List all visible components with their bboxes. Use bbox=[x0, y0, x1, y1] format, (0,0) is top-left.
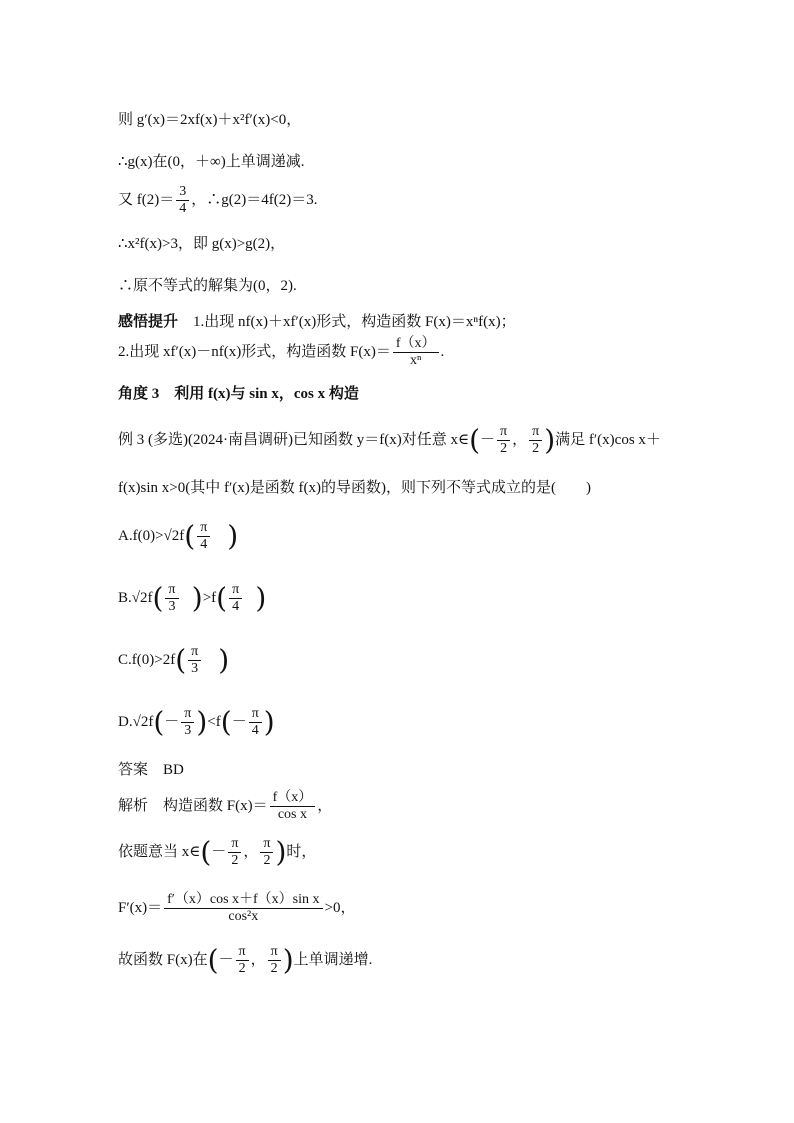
option-a: A.f(0)>√2f( $\frac{\pi}{4}$ ) bbox=[118, 519, 239, 553]
fraction: $\frac{f(x)}{\text{xⁿ}}$ bbox=[393, 336, 439, 369]
line-3: 又 f(2)＝ $\frac{3}{4}$ ，∴g(2)＝4f(2)＝3. bbox=[118, 184, 318, 216]
line-6: 感悟提升 1.出现 nf(x)＋xf′(x)形式，构造函数 F(x)＝xⁿf(x)； bbox=[118, 314, 516, 330]
option-c: C.f(0)>2f( $\frac{\pi}{3}$ ) bbox=[118, 643, 230, 677]
answer: 答案 BD bbox=[118, 762, 184, 778]
fraction: $\frac{3}{4}$ bbox=[176, 184, 189, 217]
solution-line-3: F′(x)＝ $\frac{\text{f′（x）cos x＋f（x）sin x}}{\text{cos²x}}$ >0， bbox=[118, 892, 356, 924]
example-line-1: 例 3 (多选)(2024·南昌调研)已知函数 y＝f(x)对任意 x∈(－ $\frac{\pi}{2}$ ， $\frac{\pi}{2}$ )满足 f′(x)cos x＋ bbox=[118, 423, 661, 457]
line-5: ∴原不等式的解集为(0，2). bbox=[118, 278, 297, 294]
solution-line-1: 解析 构造函数 F(x)＝ $\frac{f(x)}{\text{cos x}}$ ， bbox=[118, 790, 333, 822]
angle-heading: 角度 3 利用 f(x)与 sin x，cos x 构造 bbox=[118, 386, 359, 402]
solution-line-2: 依题意当 x∈(－ $\frac{\pi}{2}$ ， $\frac{\pi}{2}$ )时， bbox=[118, 835, 317, 869]
line-2: ∴g(x)在(0，＋∞)上单调递减. bbox=[118, 154, 305, 170]
option-b: B.√2f( $\frac{\pi}{3}$ )>f( $\frac{\pi}{4}$ ) bbox=[118, 581, 267, 615]
line-1: 则 g′(x)＝2xf(x)＋x²f′(x)<0， bbox=[118, 112, 302, 128]
line-4: ∴x²f(x)>3，即 g(x)>g(2)， bbox=[118, 236, 286, 252]
option-d: D.√2f(－ $\frac{\pi}{3}$ )<f(－ $\frac{\pi}{4}$ ) bbox=[118, 705, 275, 739]
line-7: 2.出现 xf′(x)－nf(x)形式，构造函数 F(x)＝ $\frac{f(x)}{\text{xⁿ}}$ . bbox=[118, 336, 445, 368]
solution-line-4: 故函数 F(x)在(－ $\frac{\pi}{2}$ ， $\frac{\pi}{2}$ )上单调递增. bbox=[118, 943, 373, 977]
example-line-2: f(x)sin x>0(其中 f′(x)是函数 f(x)的导函数)，则下列不等式成立的是( ) bbox=[118, 480, 591, 496]
